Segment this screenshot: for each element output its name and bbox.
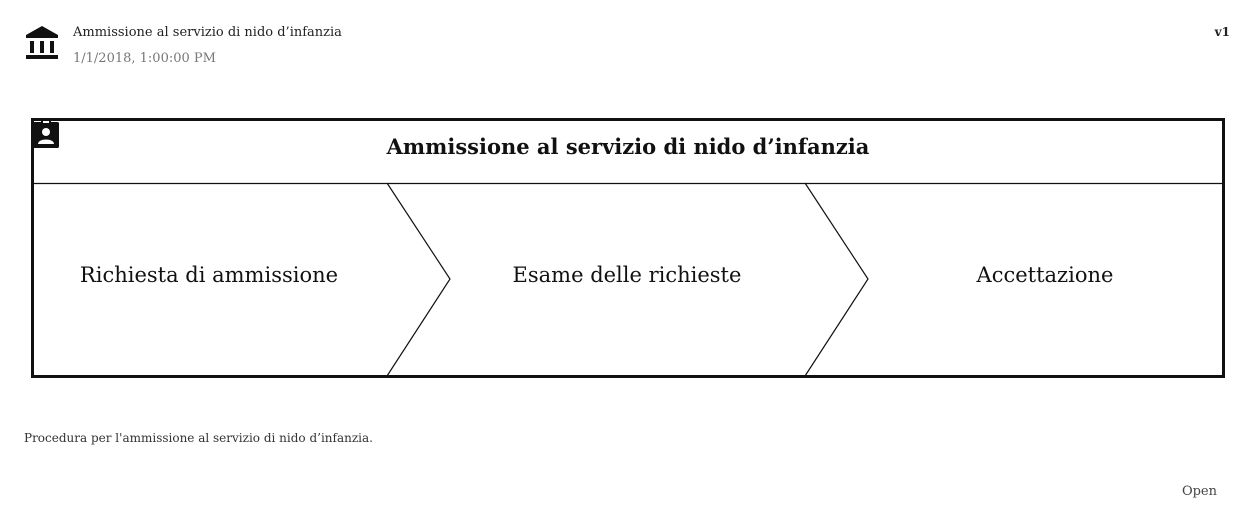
step-esame-delle-richieste: Esame delle richieste <box>512 263 742 287</box>
version-label: v1 <box>1214 25 1230 39</box>
document-date: 1/1/2018, 1:00:00 PM <box>73 51 216 66</box>
user-clipboard-icon <box>31 118 61 150</box>
document-title: Ammissione al servizio di nido d’infanzia <box>73 25 342 40</box>
status-badge: Open <box>1181 484 1217 499</box>
title-block <box>73 24 342 68</box>
description: Procedura per l'ammissione al servizio di nido d’infanzia. <box>24 431 373 445</box>
step-accettazione: Accettazione <box>976 263 1114 287</box>
header <box>24 22 1234 72</box>
step-richiesta-di-ammissione: Richiesta di ammissione <box>79 263 339 287</box>
process-diagram <box>31 118 1225 378</box>
institution-icon <box>24 24 60 62</box>
pool-title: Ammissione al servizio di nido d’infanzia <box>386 134 870 159</box>
